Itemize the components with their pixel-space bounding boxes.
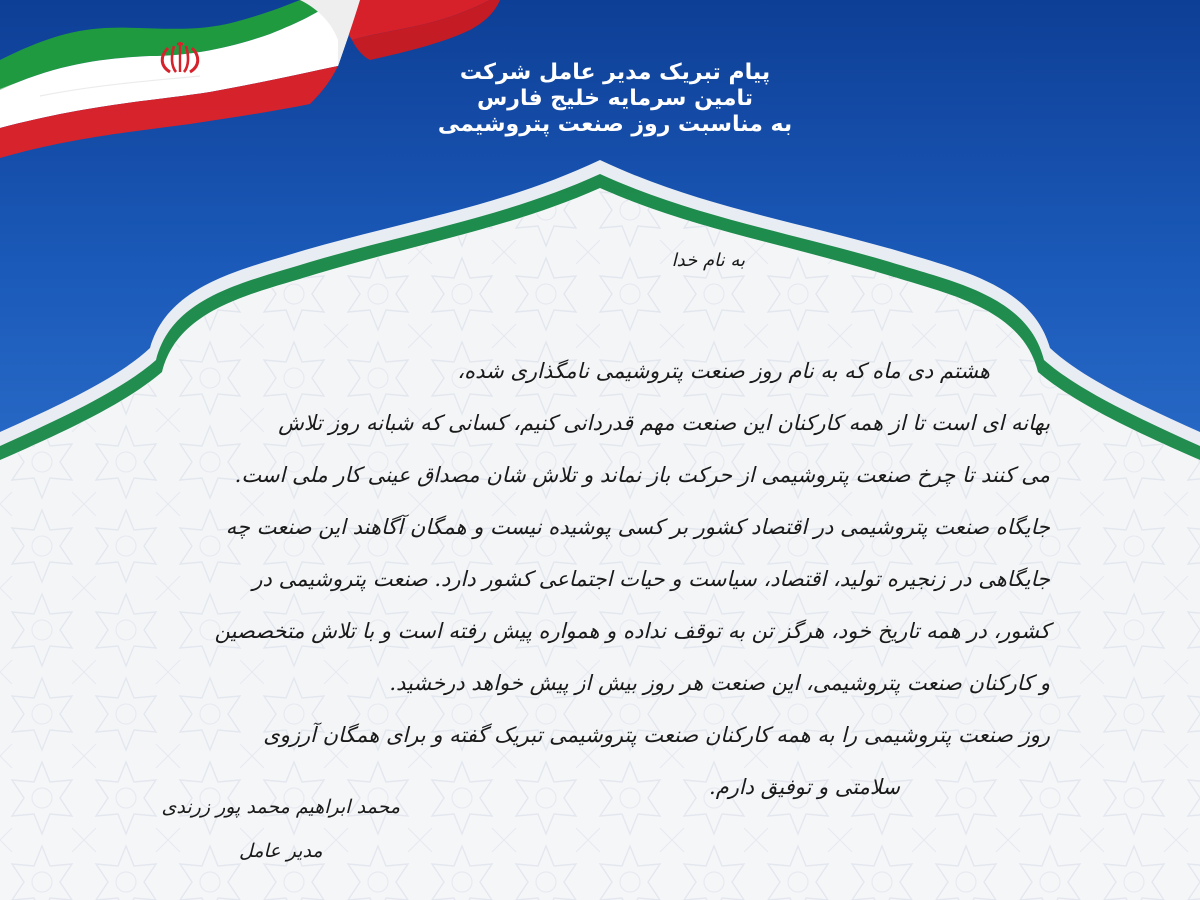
body-line: کشور، در همه تاریخ خود، هرگز تن به توقف نداده و همواره پیش رفته است و با تلاش متخصصین [214, 619, 1050, 643]
body-line: هشتم دی ماه که به نام روز صنعت پتروشیمی نامگذاری شده، [457, 359, 990, 383]
body-line: سلامتی و توفیق دارم. [709, 775, 900, 799]
salutation: به نام خدا [671, 250, 745, 271]
signature-name: محمد ابراهیم محمد پور زرندی [161, 796, 400, 818]
title-line: تامین سرمایه خلیج فارس [476, 86, 754, 111]
body-line: جایگاهی در زنجیره تولید، اقتصاد، سیاست و حیات اجتماعی کشور دارد. صنعت پتروشیمی در [252, 567, 1050, 591]
body-line: جایگاه صنعت پتروشیمی در اقتصاد کشور بر کسی پوشیده نیست و همگان آگاهند این صنعت چه [225, 515, 1050, 539]
body-line: و کارکنان صنعت پتروشیمی، این صنعت هر روز بیش از پیش خواهد درخشید. [389, 671, 1050, 695]
signature [162, 785, 400, 873]
letter-body [150, 345, 1050, 813]
body-line: روز صنعت پتروشیمی را به همه کارکنان صنعت پتروشیمی تبریک گفته و برای همگان آرزوی [263, 723, 1050, 747]
body-line: بهانه ای است تا از همه کارکنان این صنعت مهم قدردانی کنیم، کسانی که شبانه روز تلاش [278, 411, 1050, 435]
page-title [380, 60, 850, 138]
signature-role: مدیر عامل [238, 840, 323, 862]
body-line: می کنند تا چرخ صنعت پتروشیمی از حرکت باز نماند و تلاش شان مصداق عینی کار ملی است. [234, 463, 1050, 487]
title-line: پیام تبریک مدیر عامل شرکت [459, 60, 771, 85]
title-line: به مناسبت روز صنعت پتروشیمی [437, 112, 793, 137]
